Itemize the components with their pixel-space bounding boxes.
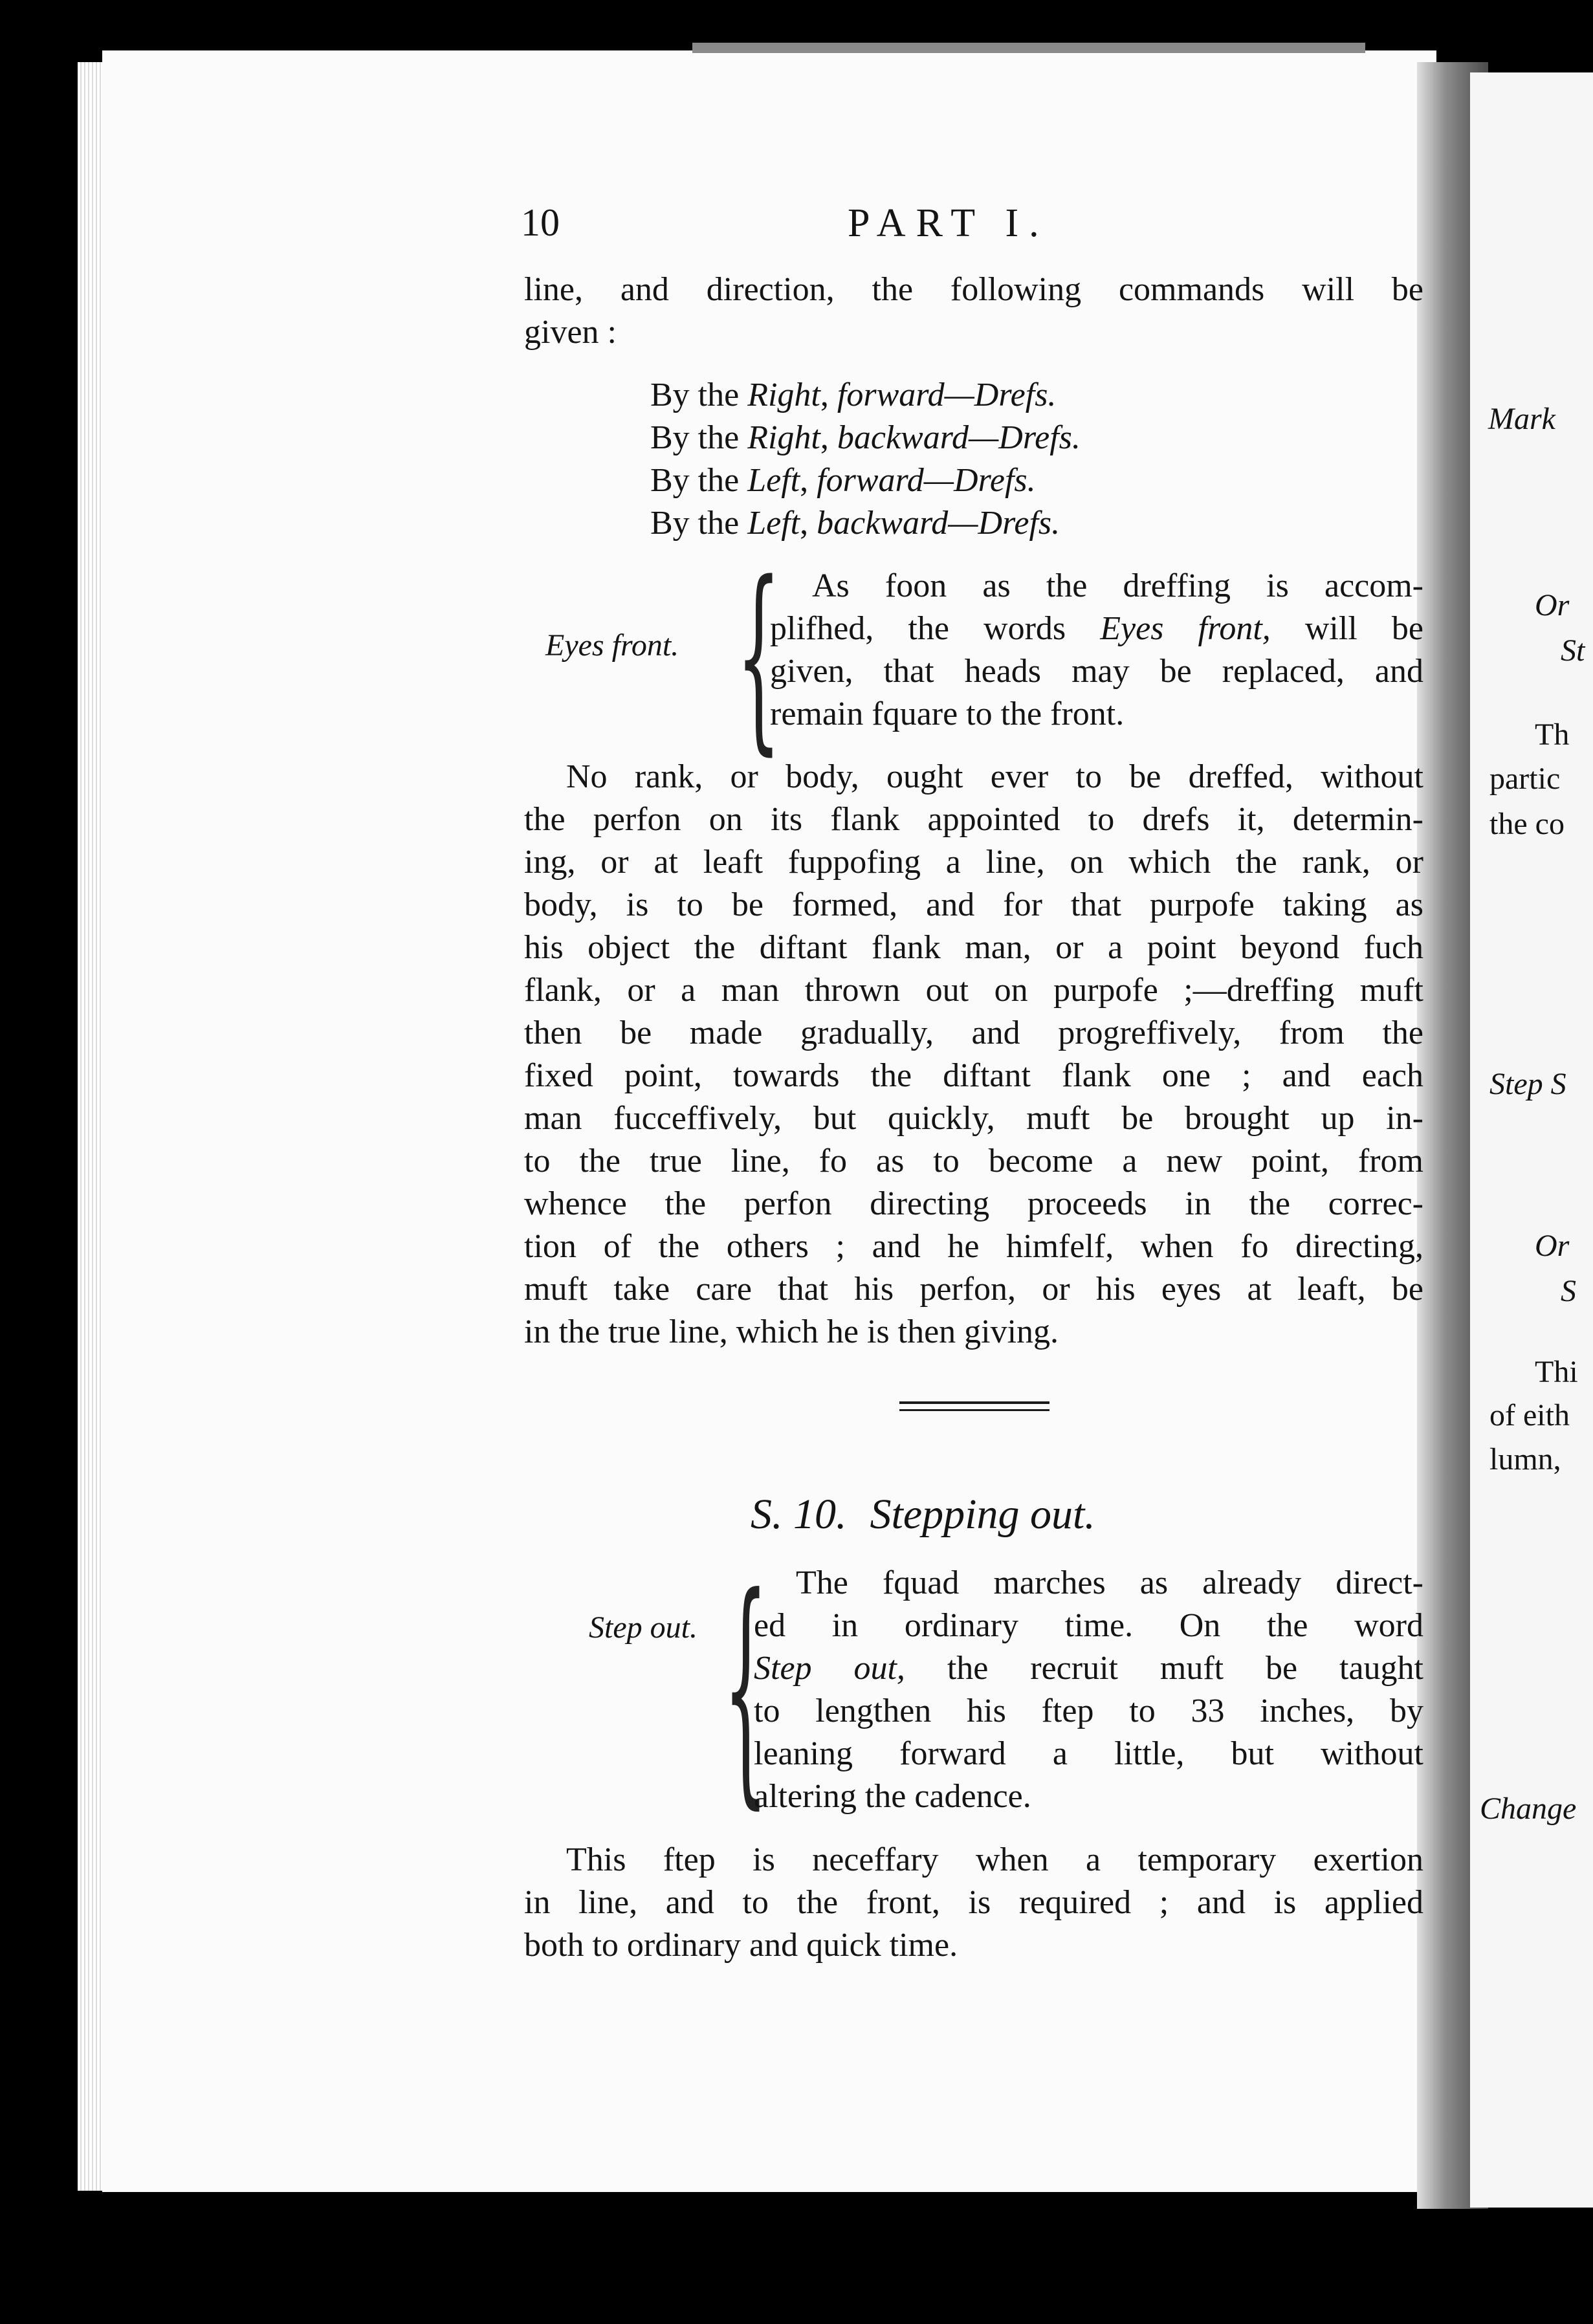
facing-word: Or bbox=[1535, 1229, 1570, 1263]
command-line: By the Left, backward—Drefs. bbox=[650, 505, 1060, 542]
text-line: plifhed, the words Eyes front, will be bbox=[770, 610, 1423, 647]
text-line: then be made gradually, and progreffively, from the bbox=[524, 1014, 1423, 1051]
text-line: ed in ordinary time. On the word bbox=[754, 1607, 1423, 1644]
brace-mark: { bbox=[736, 540, 782, 773]
margin-note-step-out: Step out. bbox=[589, 1610, 698, 1645]
section-rule bbox=[899, 1409, 1049, 1411]
facing-word: partic bbox=[1489, 762, 1561, 796]
text-line: in line, and to the front, is required ; and is applied bbox=[524, 1884, 1423, 1921]
text-line: remain fquare to the front. bbox=[770, 696, 1125, 732]
page-number: 10 bbox=[521, 201, 560, 244]
facing-word: lumn, bbox=[1489, 1442, 1561, 1476]
text-line: both to ordinary and quick time. bbox=[524, 1927, 958, 1964]
section-rule bbox=[899, 1401, 1049, 1404]
text-line: given, that heads may be replaced, and bbox=[770, 653, 1423, 690]
text-line: whence the perfon directing proceeds in the correc- bbox=[524, 1185, 1423, 1222]
facing-word: of eith bbox=[1489, 1398, 1570, 1432]
text-line: leaning forward a little, but without bbox=[754, 1735, 1423, 1772]
facing-word: Thi bbox=[1535, 1355, 1578, 1389]
text-line: body, is to be formed, and for that purpofe taking as bbox=[524, 886, 1423, 923]
text-line: No rank, or body, ought ever to be dreffed, without bbox=[566, 758, 1423, 795]
text-line: fixed point, towards the diftant flank one ; and each bbox=[524, 1057, 1423, 1094]
brace-mark: { bbox=[723, 1545, 769, 1830]
text-line: the perfon on its flank appointed to drefs it, determin- bbox=[524, 801, 1423, 838]
text-line: his object the diftant flank man, or a point beyond fuch bbox=[524, 929, 1423, 966]
text-line: The fquad marches as already direct- bbox=[796, 1564, 1423, 1601]
facing-word: the co bbox=[1489, 807, 1565, 841]
text-line: Step out, the recruit muft be taught bbox=[754, 1650, 1423, 1687]
text-line: As foon as the dreffing is accom- bbox=[812, 567, 1423, 604]
page-edges bbox=[78, 62, 104, 2191]
text-line: ing, or at leaft fuppofing a line, on which the rank, or bbox=[524, 844, 1423, 881]
text-line: line, and direction, the following commands will be bbox=[524, 271, 1423, 308]
facing-word: Or bbox=[1535, 588, 1570, 622]
section-heading bbox=[751, 1490, 1095, 1539]
command-line: By the Right, forward—Drefs. bbox=[650, 377, 1057, 413]
text-line: to the true line, fo as to become a new point, from bbox=[524, 1143, 1423, 1179]
command-line: By the Left, forward—Drefs. bbox=[650, 462, 1036, 499]
facing-word: Step S bbox=[1489, 1067, 1566, 1101]
facing-page bbox=[1470, 72, 1593, 2208]
text-line: muft take care that his perfon, or his eyes at leaft, be bbox=[524, 1271, 1423, 1308]
section-title: Stepping out. bbox=[870, 1491, 1095, 1538]
text-line: flank, or a man thrown out on purpofe ;—dreffing muft bbox=[524, 972, 1423, 1009]
text-line: given : bbox=[524, 314, 617, 351]
text-line: altering the cadence. bbox=[754, 1778, 1031, 1815]
facing-word: St bbox=[1561, 633, 1585, 668]
facing-word: Mark bbox=[1488, 402, 1555, 436]
facing-word: Th bbox=[1535, 718, 1570, 752]
facing-word: S bbox=[1561, 1274, 1576, 1308]
binding-strip bbox=[692, 43, 1365, 53]
text-line: man fucceffively, but quickly, muft be brought up in- bbox=[524, 1100, 1423, 1137]
text-line: in the true line, which he is then giving. bbox=[524, 1313, 1059, 1350]
section-number: S. 10. bbox=[751, 1491, 847, 1538]
running-title: PART I. bbox=[848, 201, 1049, 245]
text-line: to lengthen his ftep to 33 inches, by bbox=[754, 1693, 1423, 1729]
text-line: tion of the others ; and he himfelf, when fo directing, bbox=[524, 1228, 1423, 1265]
facing-word: Change bbox=[1480, 1792, 1577, 1826]
margin-note-eyes-front: Eyes front. bbox=[545, 628, 679, 663]
command-line: By the Right, backward—Drefs. bbox=[650, 419, 1081, 456]
text-line: This ftep is neceffary when a temporary exertion bbox=[566, 1841, 1423, 1878]
